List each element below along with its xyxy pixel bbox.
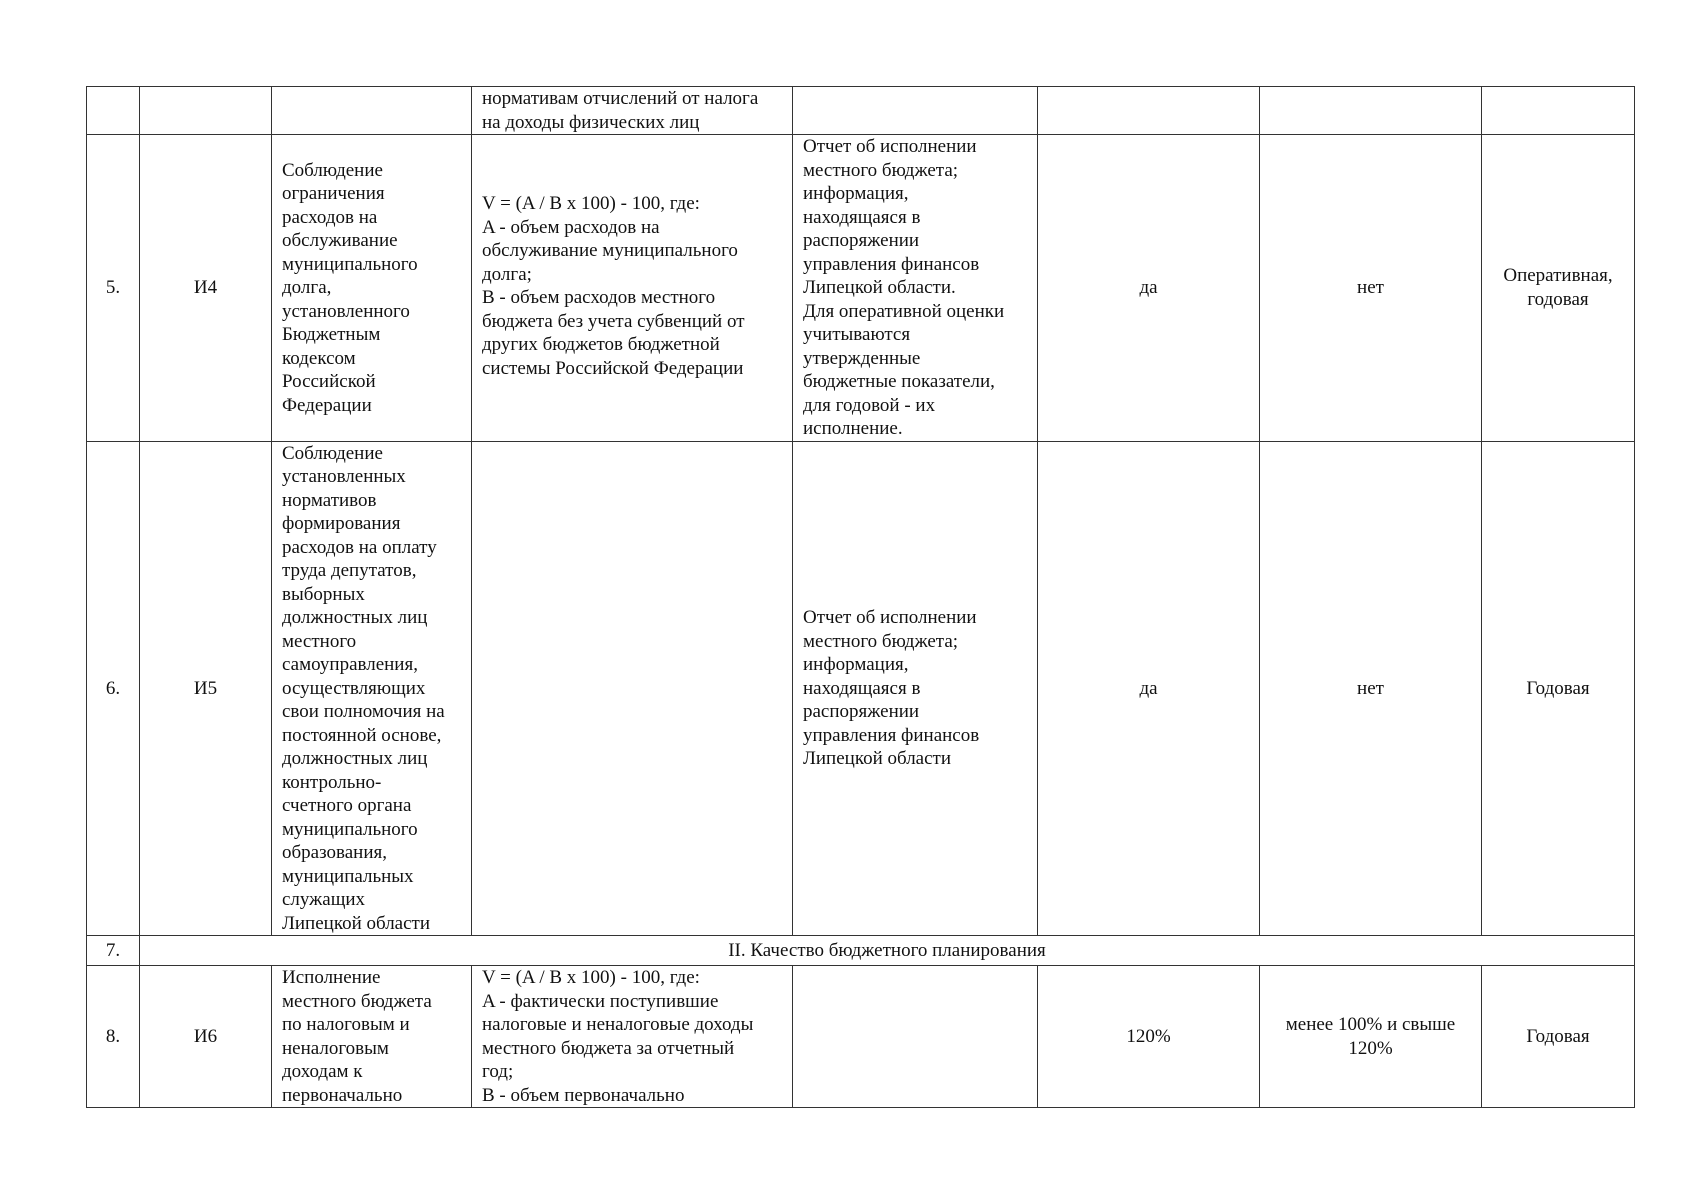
indicators-table [86, 86, 1635, 1108]
indicator-formula: нормативам отчислений от налога на доходы физических лиц [472, 87, 793, 135]
table-row [87, 441, 1635, 936]
periodicity: Оперативная, годовая [1482, 135, 1635, 442]
indicator-code [140, 87, 272, 135]
row-number: 8. [87, 966, 140, 1108]
section-row [87, 936, 1635, 966]
table-row [87, 966, 1635, 1108]
threshold-value [1038, 87, 1260, 135]
indicator-name [272, 87, 472, 135]
negative-value: менее 100% и свыше 120% [1260, 966, 1482, 1108]
threshold-value: да [1038, 441, 1260, 936]
negative-value: нет [1260, 135, 1482, 442]
row-number: 6. [87, 441, 140, 936]
data-source: Отчет об исполнении местного бюджета; информация, находящаяся в распоряжении управления финансов Липецкой области [793, 441, 1038, 936]
row-number: 5. [87, 135, 140, 442]
indicator-formula [472, 441, 793, 936]
negative-value: нет [1260, 441, 1482, 936]
data-source: Отчет об исполнении местного бюджета; информация, находящаяся в распоряжении управления финансов Липецкой области. Для оперативной оценки учитываются утвержденные бюджетные показатели, для годовой - их исполнение. [793, 135, 1038, 442]
row-number: 7. [87, 936, 140, 966]
indicator-code: И5 [140, 441, 272, 936]
negative-value [1260, 87, 1482, 135]
periodicity: Годовая [1482, 966, 1635, 1108]
threshold-value: да [1038, 135, 1260, 442]
periodicity [1482, 87, 1635, 135]
indicator-formula: V = (A / B x 100) - 100, где: A - объем расходов на обслуживание муниципального долга; B - объем расходов местного бюджета без учета субвенций от других бюджетов бюджетной системы Российской Федерации [472, 135, 793, 442]
table-row [87, 87, 1635, 135]
threshold-value: 120% [1038, 966, 1260, 1108]
indicator-name: Соблюдение установленных нормативов формирования расходов на оплату труда депутатов, выборных должностных лиц местного самоуправления, осуществляющих свои полномочия на постоянной основе, должностных лиц контрольно- счетного органа муниципального образования, муниципальных служащих Липецкой области [272, 441, 472, 936]
data-source [793, 966, 1038, 1108]
row-number [87, 87, 140, 135]
data-source [793, 87, 1038, 135]
table-row [87, 135, 1635, 442]
indicator-name: Исполнение местного бюджета по налоговым и неналоговым доходам к первоначально [272, 966, 472, 1108]
section-title: II. Качество бюджетного планирования [140, 936, 1635, 966]
indicator-code: И6 [140, 966, 272, 1108]
periodicity: Годовая [1482, 441, 1635, 936]
indicator-code: И4 [140, 135, 272, 442]
indicator-formula: V = (A / B x 100) - 100, где: A - фактически поступившие налоговые и неналоговые доходы местного бюджета за отчетный год; B - объем первоначально [472, 966, 793, 1108]
indicator-name: Соблюдение ограничения расходов на обслуживание муниципального долга, установленного Бюджетным кодексом Российской Федерации [272, 135, 472, 442]
